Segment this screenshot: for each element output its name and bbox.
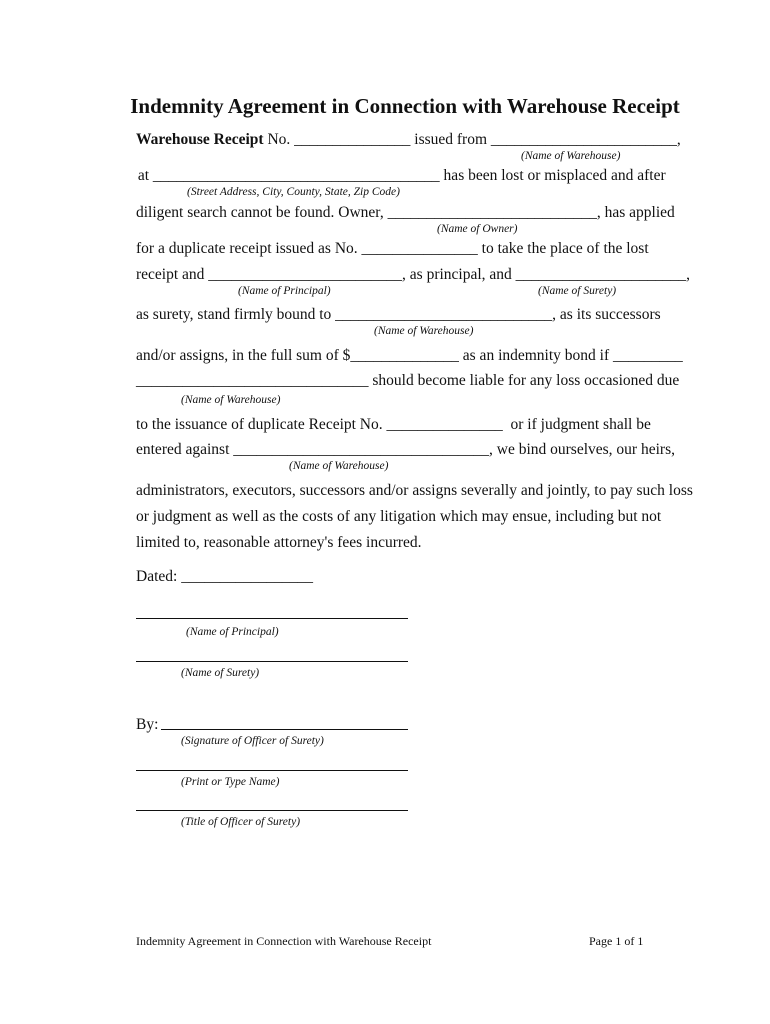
body-line: receipt and _________________________, as principal, and ______________________, xyxy=(136,266,691,283)
body-line: limited to, reasonable attorney's fees incurred. xyxy=(136,534,422,551)
by-label: By: xyxy=(136,716,159,733)
body-line: to the issuance of duplicate Receipt No. _______________ or if judgment shall be xyxy=(136,416,651,433)
body-line: as surety, stand firmly bound to ____________________________, as its successors xyxy=(136,306,661,323)
officer-signature-line[interactable] xyxy=(161,729,408,730)
body-line: administrators, executors, successors and/or assigns severally and jointly, to pay such loss xyxy=(136,482,693,499)
body-line: diligent search cannot be found. Owner, ___________________________, has applied xyxy=(136,204,675,221)
caption-warehouse: (Name of Warehouse) xyxy=(521,150,621,162)
body-line: or judgment as well as the costs of any litigation which may ensue, including but not xyxy=(136,508,662,525)
caption-address: (Street Address, City, County, State, Zip Code) xyxy=(187,186,400,198)
officer-title-line[interactable] xyxy=(136,810,408,811)
principal-signature-line[interactable] xyxy=(136,618,408,619)
caption-print-name: (Print or Type Name) xyxy=(181,776,280,788)
caption-warehouse: (Name of Warehouse) xyxy=(374,325,474,337)
receipt-label: Warehouse Receipt xyxy=(136,131,264,148)
document-title: Indemnity Agreement in Connection with Warehouse Receipt xyxy=(130,94,680,118)
caption-surety: (Name of Surety) xyxy=(181,667,260,679)
caption-warehouse: (Name of Warehouse) xyxy=(289,460,389,472)
caption-signature: (Signature of Officer of Surety) xyxy=(181,735,324,747)
body-line: entered against _________________________________, we bind ourselves, our heirs, xyxy=(136,441,675,458)
surety-signature-line[interactable] xyxy=(136,661,408,662)
dated-field[interactable]: Dated: _________________ xyxy=(136,568,313,585)
body-line: ______________________________ should become liable for any loss occasioned due xyxy=(136,372,680,389)
body-line: for a duplicate receipt issued as No. _______________ to take the place of the lost xyxy=(136,240,649,257)
receipt-line-text: No. _______________ issued from ________________________, xyxy=(263,131,681,148)
caption-principal: (Name of Principal) xyxy=(238,285,331,297)
print-name-line[interactable] xyxy=(136,770,408,771)
page-number: Page 1 of 1 xyxy=(589,934,644,948)
caption-officer-title: (Title of Officer of Surety) xyxy=(181,816,301,828)
caption-surety: (Name of Surety) xyxy=(538,285,617,297)
footer-title: Indemnity Agreement in Connection with Warehouse Receipt xyxy=(136,934,432,948)
body-line: and/or assigns, in the full sum of $______________ as an indemnity bond if _________ xyxy=(136,347,683,364)
caption-warehouse: (Name of Warehouse) xyxy=(181,394,281,406)
caption-principal: (Name of Principal) xyxy=(186,626,279,638)
receipt-line xyxy=(136,131,681,149)
body-line: at _____________________________________ has been lost or misplaced and after xyxy=(134,167,666,184)
caption-owner: (Name of Owner) xyxy=(437,223,518,235)
